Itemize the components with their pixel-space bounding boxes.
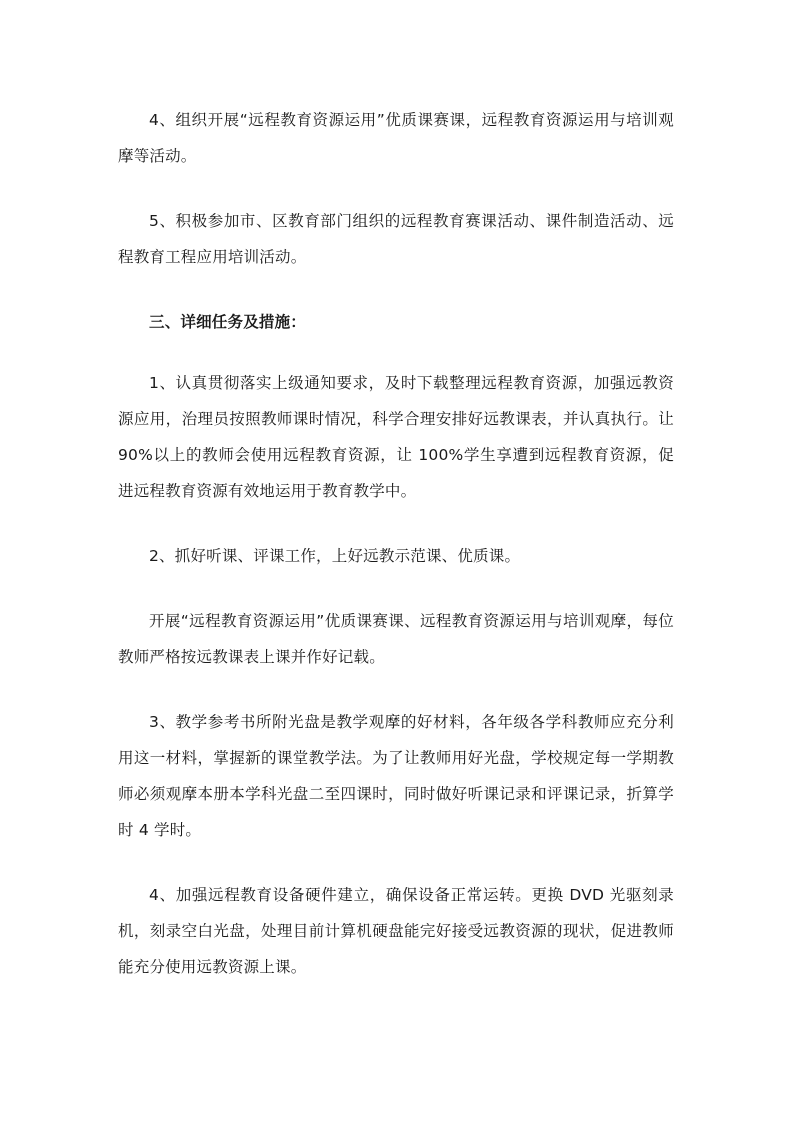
paragraph-task-1: 1、认真贯彻落实上级通知要求，及时下载整理远程教育资源，加强远教资源应用，治理员按照教师课时情况，科学合理安排好远教课表，并认真执行。让90%以上的教师会使用远程教育资源，让 100%学生享遭到远程教育资源，促进远程教育资源有效地运用于教育教学中。: [118, 374, 674, 500]
paragraph-item-4-activities: 4、组织开展“远程教育资源运用”优质课赛课，远程教育资源运用与培训观摩等活动。: [118, 111, 674, 165]
section-heading-tasks: 三、详细任务及措施：: [149, 313, 307, 331]
paragraph-task-4: 4、加强远程教育设备硬件建立，确保设备正常运转。更换 DVD 光驱刻录机，刻录空白光盘，处理目前计算机硬盘能完好接受远教资源的现状，促进教师能充分使用远教资源上课。: [118, 886, 674, 976]
paragraph-item-5-participation: 5、积极参加市、区教育部门组织的远程教育赛课活动、课件制造活动、远程教育工程应用培训活动。: [118, 212, 674, 266]
paragraph-task-2-detail: 开展“远程教育资源运用”优质课赛课、远程教育资源运用与培训观摩，每位教师严格按远教课表上课并作好记载。: [118, 612, 674, 666]
document-page: [118, 102, 674, 1014]
paragraph-task-3: 3、教学参考书所附光盘是教学观摩的好材料，各年级各学科教师应充分利用这一材料，掌握新的课堂教学法。为了让教师用好光盘，学校规定每一学期教师必须观摩本册本学科光盘二至四课时，同时做好听课记录和评课记录，折算学时 4 学时。: [118, 713, 674, 839]
paragraph-task-2: 2、抓好听课、评课工作，上好远教示范课、优质课。: [149, 547, 521, 565]
